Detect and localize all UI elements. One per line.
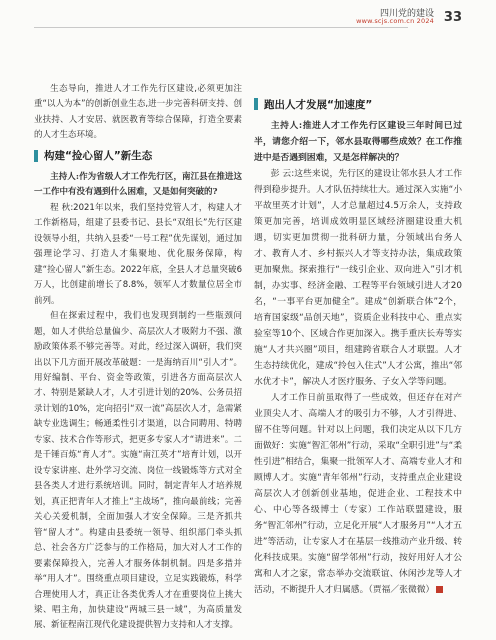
answer-paragraph: 彭 云:这些来说，先行区的建设让邻水县人才工作得到稳步提升。人才队伍持续壮大。通过深入实施“小平故里英才计划”，人才总量超过4.5万余人，支持政策更加完善，培训成效明显区域经济圈建设重大机遇，切实更加贯彻一批科研力量，分领域出台务人才、教育人才、乡村振兴人才等支持办法，集成政策更加聚焦。探索推行“一线引企业、双向进入”引才机制，办实事、经济金融、工程等平台领域引进人才20名，“一事平台更加健全”。建成“创新联合体”2个，培育国家级“品创天地”，资质企业科技中心、重点实验室等10个、区域合作更加深入。携手重庆长寿等实施“人才共兴圈”项目，组建跨省联合人才联盟。人才生态持续优化，建成“拎包入住式”人才公寓，推出“邻水优才卡”，解决人才医疗服务、子女入学等问题。 xyxy=(254,169,462,388)
body-text: 人才工作日前虽取得了一些成效，但还存在对产业顶尖人才、高端人才的吸引力不够，人才引得进、留不住等问题。针对以上问题，我们决定从以下几方面做好：实施“智汇邻州”行动，采取“全职引进”与“柔性引进”相结合，集聚一批领军人才、高端专业人才和顾博人才。实施“青年邻州”行动，支持重点企业建设高层次人才创新创业基地，促进企业、工程技术中心、中心等各级博士（专家）工作站联盟建设，服务“智汇邻州”行动，立足化开展“人才服务月”“人才五进”等活动，让专家人才在基层一线推动产业升级、转化科技成果。实施“留学邻州”行动，按好用好人才公寓和人才之家，常态举办交流联谊、休闲沙龙等人才活动，不断提升人才归属感。（贾福／张微微） xyxy=(254,393,462,596)
heading-title: 构建“捡心留人”新生态 xyxy=(44,150,153,163)
page-number: 33 xyxy=(443,10,462,25)
header-divider xyxy=(34,27,408,28)
end-mark xyxy=(436,586,443,593)
body-paragraph xyxy=(254,390,462,598)
question-paragraph: 主持人:推进人才工作先行区建设三年时间已过半，请您介绍一下，邻水县取得哪些成效？在工作推进中是否遇到困难，又是怎样解决的？ xyxy=(254,121,462,164)
section-heading-left xyxy=(34,146,242,166)
question-paragraph: 主持人:作为省级人才工作先行区，南江县在推进这一工作中有没有遇到什么困难，又是如何突破的? xyxy=(34,171,242,198)
intro-paragraph: 生态导向，推进人才工作先行区建设,必须更加注重“以人为本”的创新创业生态,进一步完善科研支持、创业扶持、人才安居、就医教育等综合保障，打造全要素的人才生态环境。 xyxy=(34,84,242,141)
right-column xyxy=(254,118,462,598)
heading-bar xyxy=(254,98,258,110)
body-paragraph: 但在探索过程中，我们也发现到制约一些瓶颈问题，如人才供给总量偏少、高层次人才吸附力不强、激励政策体系不够完善等。对此，经过深入调研，我们突出以下几方面开展改革破题：一是海纳百川“引人才”。用好编制、平台、资金等政策，引进各方面高层次人才、特别是紧缺人才，人才引进计划的20%、公务员招录计划的10%，定向招引“双一流”高层次人才，急需紧缺专业选调生；畅通柔性引才渠道，以合同聘用、特聘专家、技术合作等形式，把更多专家人才“请进来”。二是千锤百炼“育人才”。实施“南江英才”培育计划，以开设专家讲座、赴外学习交流、岗位一线锻炼等方式对全县各类人才进行系统培训。同时，制定青年人才培养规划，真正把青年人才推上“主战场”，推向最前线；完善关心关爱机制，全面加强人才安全保障。三是齐抓共管“留人才”。构建由县委统一领导、组织部门牵头抓总、社会各方广泛参与的工作格局，加大对人才工作的要素保障投入，完善人才服务体制机制。四是多措并举“用人才”。围绕重点项目建设，立足实践锻炼，科学合理使用人才，真正让各类优秀人才在重要岗位上挑大梁、唱主角，加快建设“两城三县一域”，为高质量发展、新征程南江现代化建设提供智力支持和人才支撑。 xyxy=(34,311,242,631)
section-heading-right xyxy=(254,94,372,114)
answer-paragraph: 程 秋:2021年以来，我们坚持党管人才，构建人才工作新格局，组建了县委书记、县长“双组长”先行区建设领导小组，共纳入县委“一号工程”优先谋划，通过加强理论学习、打造人才集聚地、优化服务保障，构建“捡心留人”新生态。2022年底，全县人才总量突破6万人，比创建前增长了8.8%，领军人才数量位居全市前列。 xyxy=(34,202,242,306)
heading-bar xyxy=(34,150,38,162)
magazine-name: 四川党的建设 xyxy=(379,9,434,19)
magazine-url: www.scjs.com.cn 2024 xyxy=(356,17,434,25)
heading-title: 跑出人才发展“加速度” xyxy=(264,98,373,111)
left-column xyxy=(34,82,242,634)
